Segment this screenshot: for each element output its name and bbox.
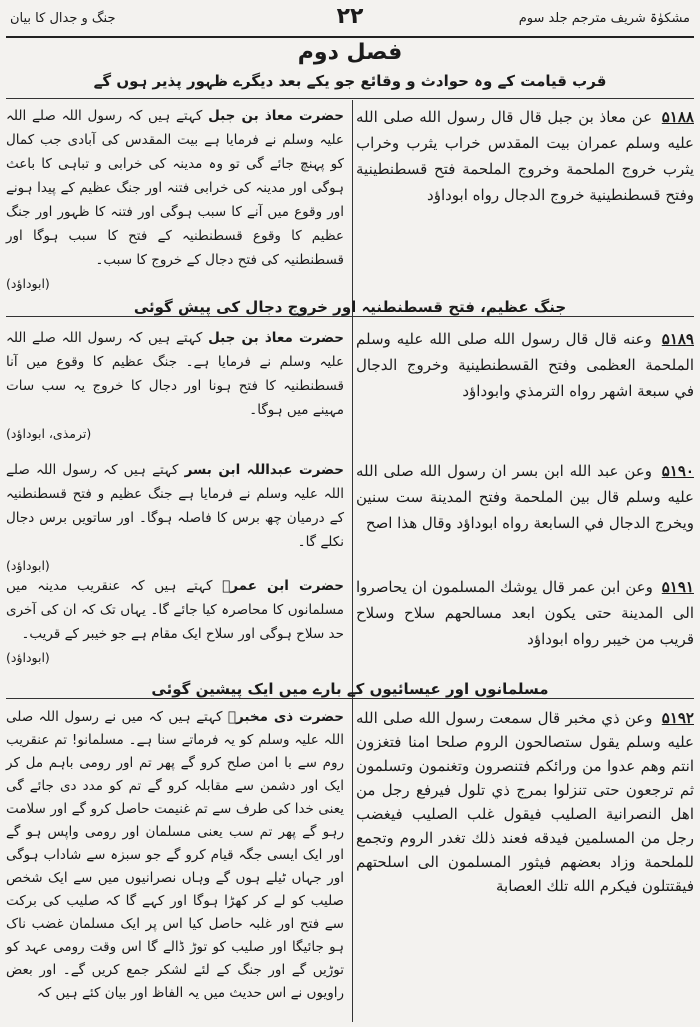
- hadith-source: (ترمذی، ابوداؤد): [6, 426, 92, 441]
- narrator: حضرت ابن عمرؓ: [222, 578, 344, 594]
- narrator: حضرت معاذ بن جبل: [208, 330, 344, 346]
- hadith-arabic: [356, 326, 694, 404]
- subheading: مسلمانوں اور عیسائیوں کے بارے میں ایک پیشین گوئی: [6, 680, 694, 699]
- hadith-number: ۵۱۹۰: [661, 462, 694, 480]
- urdu-text: کہتے ہیں کہ رسول اللہ صلے اللہ علیہ وسلم نے فرمایا ہے بیت المقدس کی آبادی جب کمال کو پہنچ جائے گی تو وہ مدینہ کی خرابی و تباہی کا باعث ہوگی اور مدینہ کی خرابی فتنہ اور جنگ عظیم کے پیدا ہونے اور وقوع میں آنے کا سبب ہوگی اور فتنہ کا ظہور اور جنگ عظیم کا وقوع قسطنطنیہ کے فتح کا سبب ہوگا اور قسطنطنیہ کی فتح دجال کے خروج کا سبب۔: [6, 108, 344, 268]
- hadith-source: (ابوداؤد): [6, 558, 50, 573]
- hadith-arabic: [356, 706, 694, 898]
- subheading: جنگ عظیم، فتح قسطنطنیہ اور خروج دجال کی پیش گوئی: [6, 298, 694, 317]
- divider: [6, 98, 694, 99]
- narrator: حضرت ذی مخبرؓ: [227, 709, 345, 725]
- page: [6, 0, 694, 1027]
- narrator: حضرت معاذ بن جبل: [208, 108, 344, 124]
- section-title: فصل دوم: [297, 40, 403, 65]
- urdu-text: کہتے ہیں کہ رسول اللہ صلے اللہ علیہ وسلم نے فرمایا ہے۔ جنگ عظیم کا وقوع میں آنا قسطنطنیہ کا فتح ہونا اور دجال کا خروج یہ سب سات مہینے میں ہوگا۔: [6, 330, 344, 418]
- hadith-number: ۵۱۸۹: [661, 330, 694, 348]
- hadith-number: ۵۱۹۲: [661, 709, 694, 727]
- section-subtitle: قرب قیامت کے وہ حوادث و وقائع جو یکے بعد دیگرے ظہور پذیر ہوں گے: [93, 72, 607, 90]
- arabic-text: وعن ذي مخبر قال سمعت رسول الله صلى الله عليه وسلم يقول ستصالحون الروم صلحا امنا فتغزون انتم وهم عدوا من ورائكم فتنصرون وتغنمون وتسلمون ثم ترجعون حتى تنزلوا بمرج ذي تلول فيرفع رجل من اهل النصرانية الصليب فيقول غلب الصليب فيغضب رجل من المسلمين فيدقه فعند ذلك تغدر الروم وتجمع للملحمة وزاد بعضهم فيثور المسلمون الى اسلحتهم فيقتتلون فيكرم الله تلك العصابة: [356, 709, 694, 895]
- arabic-text: عن معاذ بن جبل قال قال رسول الله صلى الله عليه وسلم عمران بيت المقدس خراب يثرب وخراب يثرب خروج الملحمة وخروج الملحمة فتح قسطنطينية وفتح قسطنطينية خروج الدجال رواه ابوداؤد: [356, 108, 694, 204]
- arabic-text: وعن ابن عمر قال يوشك المسلمون ان يحاصروا الى المدينة حتى يكون ابعد مسالحهم سلاح وسلاح قريب من خيبر رواه ابوداؤد: [356, 578, 694, 648]
- hadith-arabic: [356, 104, 694, 208]
- hadith-source: (ابوداؤد): [6, 650, 50, 665]
- hadith-urdu: [6, 458, 344, 578]
- hadith-arabic: [356, 574, 694, 652]
- arabic-text: وعنه قال قال رسول الله صلى الله عليه وسلم الملحمة العظمى وفتح القسطنطينية وخروج الدجال في سبعة اشهر رواه الترمذي وابوداؤد: [356, 330, 694, 400]
- running-header: [6, 4, 694, 38]
- book-title: مشکوٰۃ شریف مترجم جلد سوم: [518, 11, 690, 26]
- urdu-text: کہتے ہیں کہ میں نے رسول اللہ صلی اللہ علیہ وسلم کو یہ فرماتے سنا ہے۔ مسلمانو! تم عنقریب روم سے با امن صلح کرو گے پھر تم اور رومی باہم مل کر ایک اور دشمن سے مقابلہ کرو گے تم کو مدد دی جائے گی یعنی خدا کی طرف سے تم غنیمت حاصل کرو گے اور سلامت رہو گے پھر تم سب یعنی مسلمان اور رومی واپس ہو گے اور ایک ایسی جگہ قیام کرو گے جو سبزہ سے شاداب ہوگی اور جہاں ٹیلے ہوں گے وہاں نصرانیوں میں سے ایک شخص صلیب کو لے کر کھڑا ہوگا اور کہے گا کہ صلیب کی برکت سے فتح اور غلبہ حاصل کیا اس پر ایک مسلمان غضب ناک ہو جائیگا اور صلیب کو توڑ ڈالے گا اس وقت رومی عہد کو توڑیں گے اور جنگ کے لئے لشکر جمع کریں گے۔ اور بعض راویوں نے اس حدیث میں یہ الفاظ اور بیان کئے ہیں کہ: [6, 709, 344, 1001]
- hadith-urdu: [6, 326, 344, 446]
- urdu-text: کہتے ہیں کہ رسول اللہ صلے اللہ علیہ وسلم نے فرمایا ہے جنگ عظیم و فتح قسطنطنیہ کے درمیان چھ برس کا فاصلہ ہوگا۔ اور ساتویں برس دجال نکلے گا۔: [6, 462, 344, 550]
- hadith-arabic: [356, 458, 694, 536]
- narrator: حضرت عبداللہ ابن بسر: [184, 462, 345, 478]
- hadith-number: ۵۱۹۱: [661, 578, 694, 596]
- page-number: ۲۲: [336, 4, 364, 29]
- hadith-urdu: [6, 706, 344, 1005]
- hadith-source: (ابوداؤد): [6, 276, 50, 291]
- hadith-urdu: [6, 104, 344, 296]
- arabic-text: وعن عبد الله ابن بسر ان رسول الله صلى الله عليه وسلم قال بين الملحمة وفتح المدينة ست سنين ويخرج الدجال في السابعة رواه ابوداؤد وقال هذا اصح: [356, 462, 694, 532]
- column-divider: [352, 100, 353, 1022]
- urdu-text: کہتے ہیں کہ عنقریب مدینہ میں مسلمانوں کا محاصرہ کیا جائے گا۔ یہاں تک کہ ان کی آخری حد سلاح ہوگی اور سلاح ایک مقام ہے جو خیبر کے قریب۔: [6, 578, 344, 642]
- chapter-title: جنگ و جدال کا بیان: [10, 11, 116, 26]
- hadith-number: ۵۱۸۸: [661, 108, 694, 126]
- hadith-urdu: [6, 574, 344, 670]
